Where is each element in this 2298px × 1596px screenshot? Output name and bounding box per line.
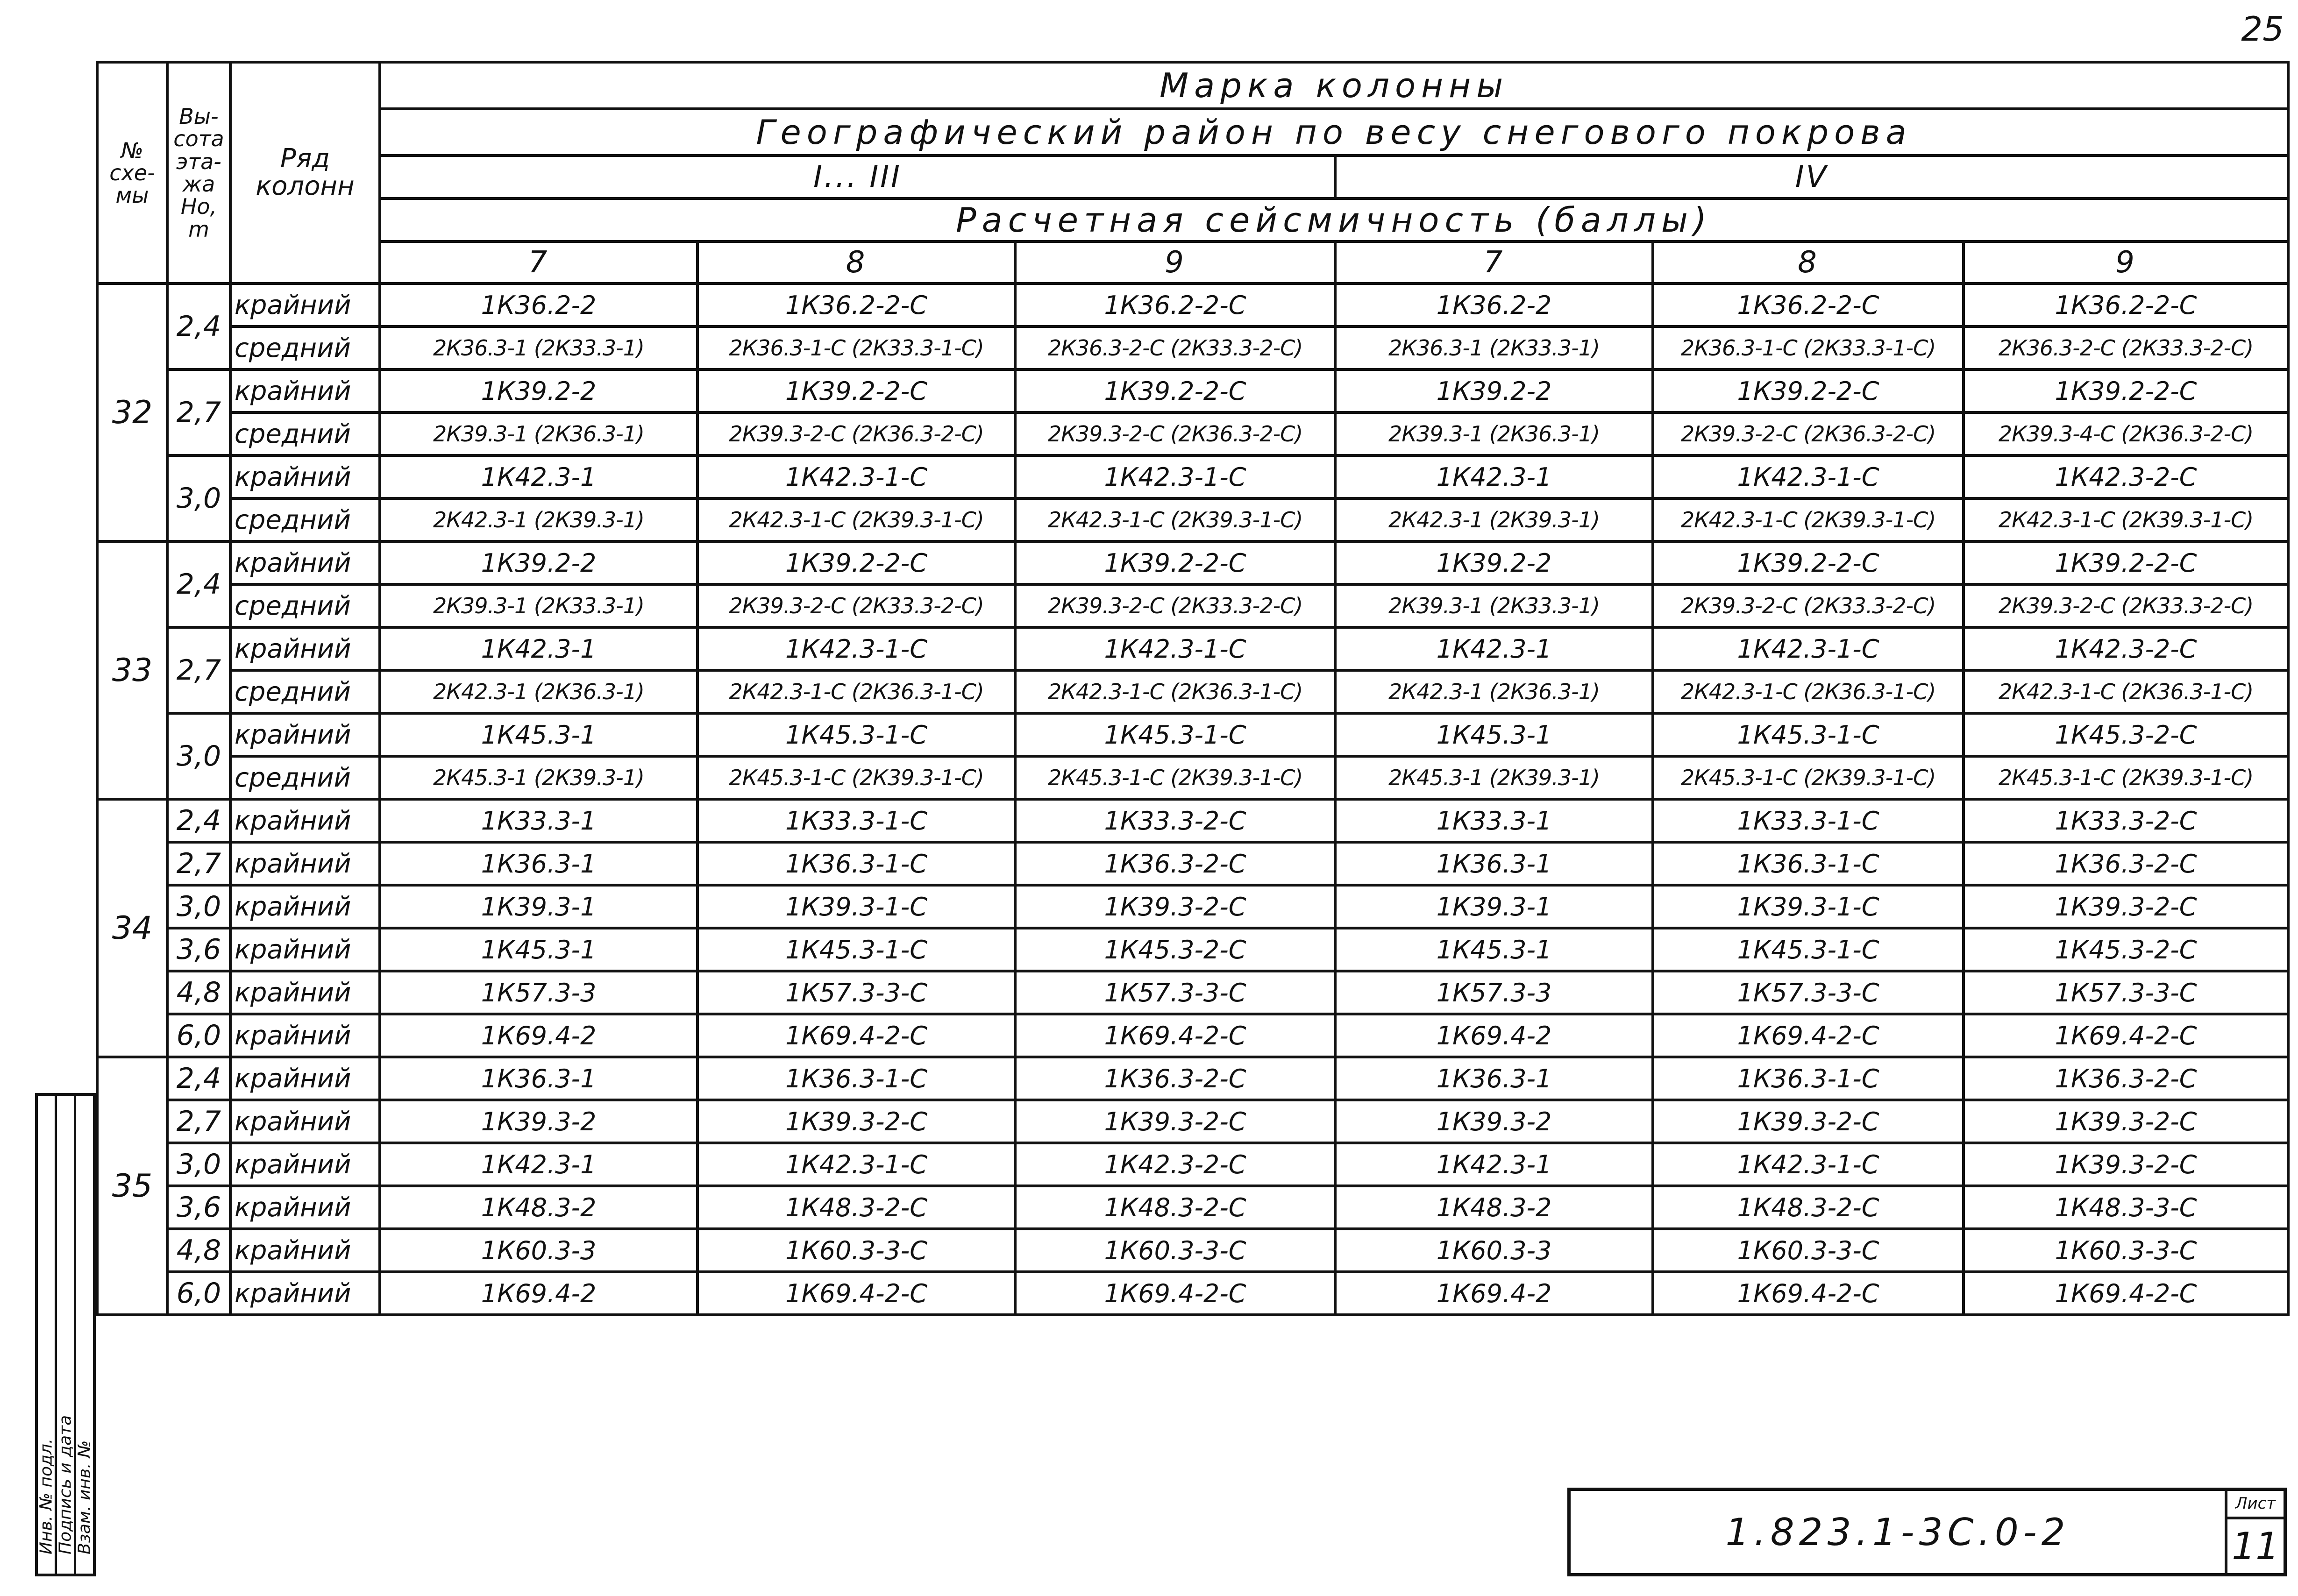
column-mark-cell: 1К45.3-1-С <box>697 928 1015 971</box>
header-seismicity: Расчетная сейсмичность (баллы) <box>380 199 2288 241</box>
column-mark-cell: 1К39.2-2-С <box>1964 369 2288 412</box>
column-mark-cell: 1К42.3-1 <box>380 1143 697 1186</box>
sheet-box <box>2227 1491 2284 1573</box>
header-region-4: IV <box>1335 156 2288 199</box>
column-mark-cell: 1К42.3-1-С <box>697 1143 1015 1186</box>
floor-height-cell: 2,7 <box>167 369 230 455</box>
column-row-type-cell: средний <box>230 498 380 541</box>
column-mark-cell: 1К69.4-2 <box>380 1014 697 1057</box>
side-stamp-replacement-label: Взам. инв. № <box>75 1440 94 1554</box>
column-mark-cell: 1К36.3-2-С <box>1964 842 2288 885</box>
table-row <box>97 284 2288 326</box>
scheme-number-cell: 33 <box>97 541 167 799</box>
column-mark-cell: 1К42.3-1 <box>380 627 697 670</box>
column-row-type-cell: средний <box>230 756 380 799</box>
column-mark-cell: 2К42.3-1-С (2К39.3-1-С) <box>1964 498 2288 541</box>
column-mark-cell: 2К42.3-1 (2К36.3-1) <box>380 670 697 713</box>
column-mark-cell: 1К45.3-1-С <box>1653 713 1964 756</box>
column-mark-cell: 1К39.3-2-С <box>1015 885 1335 928</box>
side-stamp-inventory-cell <box>38 1096 57 1574</box>
column-mark-cell: 1К36.3-1-С <box>1653 842 1964 885</box>
header-seismic-value: 8 <box>1653 241 1964 284</box>
column-mark-cell: 1К36.3-2-С <box>1015 842 1335 885</box>
sheet-label: Лист <box>2227 1491 2284 1519</box>
column-mark-cell: 2К45.3-1-С (2К39.3-1-С) <box>697 756 1015 799</box>
table-row <box>97 1186 2288 1229</box>
column-mark-cell: 1К57.3-3 <box>1335 971 1653 1014</box>
header-seismic-value: 9 <box>1964 241 2288 284</box>
column-mark-cell: 1К45.3-1 <box>1335 928 1653 971</box>
header-column-row: Ряд колонн <box>230 62 380 284</box>
column-mark-cell: 1К42.3-2-С <box>1964 627 2288 670</box>
floor-height-cell: 6,0 <box>167 1272 230 1315</box>
floor-height-cell: 4,8 <box>167 1229 230 1272</box>
column-mark-cell: 1К36.3-1-С <box>697 842 1015 885</box>
column-mark-cell: 1К57.3-3-С <box>1015 971 1335 1014</box>
column-mark-cell: 1К33.3-2-С <box>1015 799 1335 842</box>
document-code: 1.823.1-3С.0-2 <box>1571 1491 2227 1573</box>
column-mark-cell: 1К45.3-2-С <box>1964 928 2288 971</box>
column-row-type-cell: крайний <box>230 541 380 584</box>
column-row-type-cell: средний <box>230 326 380 369</box>
column-mark-cell: 1К39.3-2 <box>1335 1100 1653 1143</box>
floor-height-cell: 2,7 <box>167 627 230 713</box>
table-row <box>97 541 2288 584</box>
column-mark-cell: 1К42.3-1-С <box>1015 627 1335 670</box>
column-mark-cell: 2К39.3-1 (2К33.3-1) <box>380 584 697 627</box>
table-row <box>97 1014 2288 1057</box>
column-mark-cell: 1К45.3-1-С <box>697 713 1015 756</box>
column-mark-cell: 1К36.3-1 <box>1335 1057 1653 1100</box>
column-row-type-cell: крайний <box>230 842 380 885</box>
side-stamp-inventory-label: Инв. № подл. <box>36 1438 56 1554</box>
column-row-type-cell: крайний <box>230 627 380 670</box>
table-row <box>97 756 2288 799</box>
column-mark-cell: 1К48.3-3-С <box>1964 1186 2288 1229</box>
column-mark-cell: 2К42.3-1-С (2К39.3-1-С) <box>697 498 1015 541</box>
table-row <box>97 584 2288 627</box>
column-row-type-cell: крайний <box>230 1143 380 1186</box>
column-mark-cell: 2К39.3-2-С (2К33.3-2-С) <box>697 584 1015 627</box>
column-mark-cell: 2К42.3-1-С (2К39.3-1-С) <box>1015 498 1335 541</box>
column-mark-cell: 1К36.2-2 <box>380 284 697 326</box>
column-mark-cell: 1К33.3-2-С <box>1964 799 2288 842</box>
column-mark-cell: 1К33.3-1-С <box>1653 799 1964 842</box>
column-mark-cell: 1К57.3-3-С <box>1964 971 2288 1014</box>
header-region-1-3: I... III <box>380 156 1335 199</box>
table-row <box>97 713 2288 756</box>
column-row-type-cell: крайний <box>230 369 380 412</box>
header-seismic-value: 9 <box>1015 241 1335 284</box>
column-mark-cell: 1К45.3-1 <box>380 928 697 971</box>
column-mark-cell: 1К36.3-2-С <box>1964 1057 2288 1100</box>
column-row-type-cell: средний <box>230 412 380 455</box>
column-mark-cell: 2К45.3-1 (2К39.3-1) <box>1335 756 1653 799</box>
column-mark-cell: 1К48.3-2-С <box>1015 1186 1335 1229</box>
column-mark-cell: 1К39.3-1 <box>380 885 697 928</box>
column-row-type-cell: средний <box>230 670 380 713</box>
column-mark-cell: 1К69.4-2-С <box>697 1272 1015 1315</box>
column-row-type-cell: средний <box>230 584 380 627</box>
column-mark-cell: 1К69.4-2 <box>380 1272 697 1315</box>
page-number: 25 <box>2241 9 2284 49</box>
column-mark-cell: 1К42.3-1-С <box>697 455 1015 498</box>
column-mark-cell: 1К69.4-2 <box>1335 1014 1653 1057</box>
column-mark-cell: 1К36.2-2-С <box>1653 284 1964 326</box>
column-mark-cell: 1К57.3-3 <box>380 971 697 1014</box>
column-mark-cell: 1К33.3-1 <box>1335 799 1653 842</box>
column-mark-cell: 1К69.4-2-С <box>1015 1014 1335 1057</box>
column-mark-cell: 1К33.3-1 <box>380 799 697 842</box>
column-mark-cell: 1К69.4-2-С <box>1653 1014 1964 1057</box>
table-row <box>97 928 2288 971</box>
floor-height-cell: 3,0 <box>167 1143 230 1186</box>
column-mark-cell: 1К36.2-2 <box>1335 284 1653 326</box>
column-mark-cell: 1К45.3-2-С <box>1015 928 1335 971</box>
table-row <box>97 1272 2288 1315</box>
header-snow-region: Географический район по весу снегового покрова <box>380 109 2288 156</box>
column-mark-cell: 1К36.3-1-С <box>697 1057 1015 1100</box>
column-mark-cell: 2К45.3-1-С (2К39.3-1-С) <box>1964 756 2288 799</box>
column-mark-cell: 1К42.3-1 <box>380 455 697 498</box>
column-mark-cell: 2К42.3-1-С (2К39.3-1-С) <box>1653 498 1964 541</box>
sheet-number: 11 <box>2232 1525 2279 1568</box>
column-mark-cell: 1К39.2-2 <box>1335 541 1653 584</box>
column-mark-cell: 1К69.4-2-С <box>1015 1272 1335 1315</box>
table-row <box>97 670 2288 713</box>
table-row <box>97 885 2288 928</box>
column-mark-cell: 1К36.2-2-С <box>1964 284 2288 326</box>
floor-height-cell: 3,0 <box>167 713 230 799</box>
column-mark-cell: 2К45.3-1-С (2К39.3-1-С) <box>1653 756 1964 799</box>
table-row <box>97 369 2288 412</box>
column-mark-cell: 1К39.3-2-С <box>1964 885 2288 928</box>
column-mark-cell: 2К39.3-2-С (2К33.3-2-С) <box>1964 584 2288 627</box>
column-mark-cell: 1К42.3-2-С <box>1015 1143 1335 1186</box>
column-mark-cell: 1К48.3-2-С <box>697 1186 1015 1229</box>
column-row-type-cell: крайний <box>230 971 380 1014</box>
column-mark-cell: 1К69.4-2-С <box>1964 1272 2288 1315</box>
column-row-type-cell: крайний <box>230 1100 380 1143</box>
column-mark-cell: 2К39.3-2-С (2К33.3-2-С) <box>1653 584 1964 627</box>
scheme-number-cell: 35 <box>97 1057 167 1315</box>
header-column-mark: Марка колонны <box>380 62 2288 109</box>
column-mark-cell: 2К42.3-1-С (2К36.3-1-С) <box>1964 670 2288 713</box>
column-mark-cell: 1К60.3-3-С <box>697 1229 1015 1272</box>
table-row <box>97 1143 2288 1186</box>
floor-height-cell: 2,4 <box>167 799 230 842</box>
table-row <box>97 971 2288 1014</box>
column-mark-cell: 1К39.2-2-С <box>1653 541 1964 584</box>
column-mark-cell: 1К39.3-1-С <box>697 885 1015 928</box>
column-row-type-cell: крайний <box>230 455 380 498</box>
table-row <box>97 627 2288 670</box>
column-mark-cell: 1К39.2-2-С <box>1964 541 2288 584</box>
column-mark-cell: 1К39.3-2-С <box>1964 1100 2288 1143</box>
column-mark-cell: 1К39.2-2 <box>380 541 697 584</box>
column-row-type-cell: крайний <box>230 284 380 326</box>
column-mark-cell: 1К42.3-1-С <box>1653 1143 1964 1186</box>
column-mark-cell: 2К39.3-4-С (2К36.3-2-С) <box>1964 412 2288 455</box>
header-seismic-value: 7 <box>380 241 697 284</box>
column-mark-cell: 2К36.3-1 (2К33.3-1) <box>1335 326 1653 369</box>
column-mark-cell: 1К69.4-2 <box>1335 1272 1653 1315</box>
column-mark-cell: 1К69.4-2-С <box>697 1014 1015 1057</box>
column-mark-cell: 2К42.3-1 (2К39.3-1) <box>380 498 697 541</box>
table-row <box>97 842 2288 885</box>
column-mark-cell: 1К42.3-1-С <box>697 627 1015 670</box>
column-mark-cell: 1К36.2-2-С <box>697 284 1015 326</box>
column-row-type-cell: крайний <box>230 928 380 971</box>
column-mark-cell: 2К39.3-2-С (2К36.3-2-С) <box>1015 412 1335 455</box>
column-mark-cell: 1К39.2-2 <box>1335 369 1653 412</box>
column-mark-cell: 1К39.3-2-С <box>697 1100 1015 1143</box>
column-mark-cell: 2К42.3-1-С (2К36.3-1-С) <box>1653 670 1964 713</box>
column-marks-table <box>96 61 2290 1316</box>
column-mark-cell: 1К42.3-1-С <box>1653 627 1964 670</box>
column-mark-cell: 1К48.3-2-С <box>1653 1186 1964 1229</box>
column-mark-cell: 2К42.3-1-С (2К36.3-1-С) <box>697 670 1015 713</box>
column-mark-cell: 1К45.3-1 <box>1335 713 1653 756</box>
column-mark-cell: 2К42.3-1 (2К39.3-1) <box>1335 498 1653 541</box>
column-mark-cell: 1К69.4-2-С <box>1653 1272 1964 1315</box>
column-mark-cell: 1К39.3-1 <box>1335 885 1653 928</box>
floor-height-cell: 3,6 <box>167 928 230 971</box>
floor-height-cell: 2,4 <box>167 284 230 369</box>
column-mark-cell: 1К60.3-3 <box>1335 1229 1653 1272</box>
floor-height-cell: 4,8 <box>167 971 230 1014</box>
scheme-number-cell: 34 <box>97 799 167 1057</box>
side-stamp-signature-cell <box>57 1096 76 1574</box>
title-block <box>1567 1488 2287 1576</box>
column-mark-cell: 1К39.2-2-С <box>697 369 1015 412</box>
column-row-type-cell: крайний <box>230 1186 380 1229</box>
floor-height-cell: 2,7 <box>167 842 230 885</box>
column-mark-cell: 2К36.3-2-С (2К33.3-2-С) <box>1964 326 2288 369</box>
floor-height-cell: 3,0 <box>167 455 230 541</box>
column-mark-cell: 1К42.3-1 <box>1335 1143 1653 1186</box>
side-stamp-signature-label: Подпись и дата <box>56 1415 75 1554</box>
column-mark-cell: 1К39.2-2 <box>380 369 697 412</box>
header-floor-height: Вы- сота эта- жа Но, m <box>167 62 230 284</box>
column-mark-cell: 1К42.3-1 <box>1335 627 1653 670</box>
column-mark-cell: 1К39.2-2-С <box>1653 369 1964 412</box>
column-mark-cell: 1К39.3-1-С <box>1653 885 1964 928</box>
floor-height-cell: 6,0 <box>167 1014 230 1057</box>
column-mark-cell: 1К42.3-1 <box>1335 455 1653 498</box>
floor-height-cell: 3,6 <box>167 1186 230 1229</box>
column-mark-cell: 2К39.3-2-С (2К36.3-2-С) <box>697 412 1015 455</box>
floor-height-cell: 2,4 <box>167 541 230 627</box>
column-mark-cell: 2К39.3-1 (2К33.3-1) <box>1335 584 1653 627</box>
column-mark-cell: 1К36.3-1 <box>380 842 697 885</box>
column-row-type-cell: крайний <box>230 799 380 842</box>
header-seismic-value: 8 <box>697 241 1015 284</box>
column-mark-cell: 1К45.3-1-С <box>1653 928 1964 971</box>
column-mark-cell: 1К36.3-1-С <box>1653 1057 1964 1100</box>
column-mark-cell: 1К45.3-2-С <box>1964 713 2288 756</box>
column-mark-cell: 1К36.3-1 <box>380 1057 697 1100</box>
column-mark-cell: 1К36.3-1 <box>1335 842 1653 885</box>
column-row-type-cell: крайний <box>230 885 380 928</box>
column-mark-cell: 2К36.3-1-С (2К33.3-1-С) <box>1653 326 1964 369</box>
column-mark-cell: 1К57.3-3-С <box>697 971 1015 1014</box>
table-row <box>97 498 2288 541</box>
column-row-type-cell: крайний <box>230 1014 380 1057</box>
floor-height-cell: 2,7 <box>167 1100 230 1143</box>
table-row <box>97 1100 2288 1143</box>
table-row <box>97 326 2288 369</box>
column-mark-cell: 1К33.3-1-С <box>697 799 1015 842</box>
column-mark-cell: 1К60.3-3-С <box>1015 1229 1335 1272</box>
column-mark-cell: 1К42.3-1-С <box>1653 455 1964 498</box>
column-mark-cell: 1К60.3-3 <box>380 1229 697 1272</box>
column-mark-cell: 1К48.3-2 <box>1335 1186 1653 1229</box>
header-seismic-value: 7 <box>1335 241 1653 284</box>
floor-height-cell: 3,0 <box>167 885 230 928</box>
column-row-type-cell: крайний <box>230 1229 380 1272</box>
column-mark-cell: 1К36.3-2-С <box>1015 1057 1335 1100</box>
table-row <box>97 1229 2288 1272</box>
column-mark-cell: 2К36.3-1-С (2К33.3-1-С) <box>697 326 1015 369</box>
side-approval-stamp <box>35 1093 96 1576</box>
column-mark-cell: 1К48.3-2 <box>380 1186 697 1229</box>
floor-height-cell: 2,4 <box>167 1057 230 1100</box>
column-mark-cell: 2К39.3-2-С (2К36.3-2-С) <box>1653 412 1964 455</box>
side-stamp-replacement-cell <box>76 1096 93 1574</box>
column-mark-cell: 1К39.3-2 <box>380 1100 697 1143</box>
column-mark-cell: 1К39.3-2-С <box>1015 1100 1335 1143</box>
column-row-type-cell: крайний <box>230 713 380 756</box>
table-row <box>97 455 2288 498</box>
column-mark-cell: 2К36.3-1 (2К33.3-1) <box>380 326 697 369</box>
header-scheme-no: № схе- мы <box>97 62 167 284</box>
column-mark-cell: 1К69.4-2-С <box>1964 1014 2288 1057</box>
column-mark-cell: 2К45.3-1-С (2К39.3-1-С) <box>1015 756 1335 799</box>
column-mark-cell: 1К36.2-2-С <box>1015 284 1335 326</box>
column-mark-cell: 1К39.2-2-С <box>697 541 1015 584</box>
table-row <box>97 799 2288 842</box>
column-mark-cell: 1К39.3-2-С <box>1653 1100 1964 1143</box>
column-mark-cell: 1К60.3-3-С <box>1653 1229 1964 1272</box>
column-mark-cell: 1К39.2-2-С <box>1015 541 1335 584</box>
scheme-number-cell: 32 <box>97 284 167 541</box>
column-mark-cell: 1К42.3-1-С <box>1015 455 1335 498</box>
column-mark-cell: 2К36.3-2-С (2К33.3-2-С) <box>1015 326 1335 369</box>
column-mark-cell: 1К60.3-3-С <box>1964 1229 2288 1272</box>
column-mark-cell: 1К39.2-2-С <box>1015 369 1335 412</box>
column-mark-cell: 1К45.3-1 <box>380 713 697 756</box>
column-mark-cell: 1К45.3-1-С <box>1015 713 1335 756</box>
column-mark-cell: 1К39.3-2-С <box>1964 1143 2288 1186</box>
column-mark-cell: 2К42.3-1 (2К36.3-1) <box>1335 670 1653 713</box>
table-row <box>97 412 2288 455</box>
column-row-type-cell: крайний <box>230 1272 380 1315</box>
column-mark-cell: 1К42.3-2-С <box>1964 455 2288 498</box>
column-row-type-cell: крайний <box>230 1057 380 1100</box>
column-mark-cell: 2К39.3-2-С (2К33.3-2-С) <box>1015 584 1335 627</box>
table-row <box>97 1057 2288 1100</box>
column-mark-cell: 2К39.3-1 (2К36.3-1) <box>1335 412 1653 455</box>
column-mark-cell: 1К57.3-3-С <box>1653 971 1964 1014</box>
column-mark-cell: 2К39.3-1 (2К36.3-1) <box>380 412 697 455</box>
column-mark-cell: 2К45.3-1 (2К39.3-1) <box>380 756 697 799</box>
column-mark-cell: 2К42.3-1-С (2К36.3-1-С) <box>1015 670 1335 713</box>
